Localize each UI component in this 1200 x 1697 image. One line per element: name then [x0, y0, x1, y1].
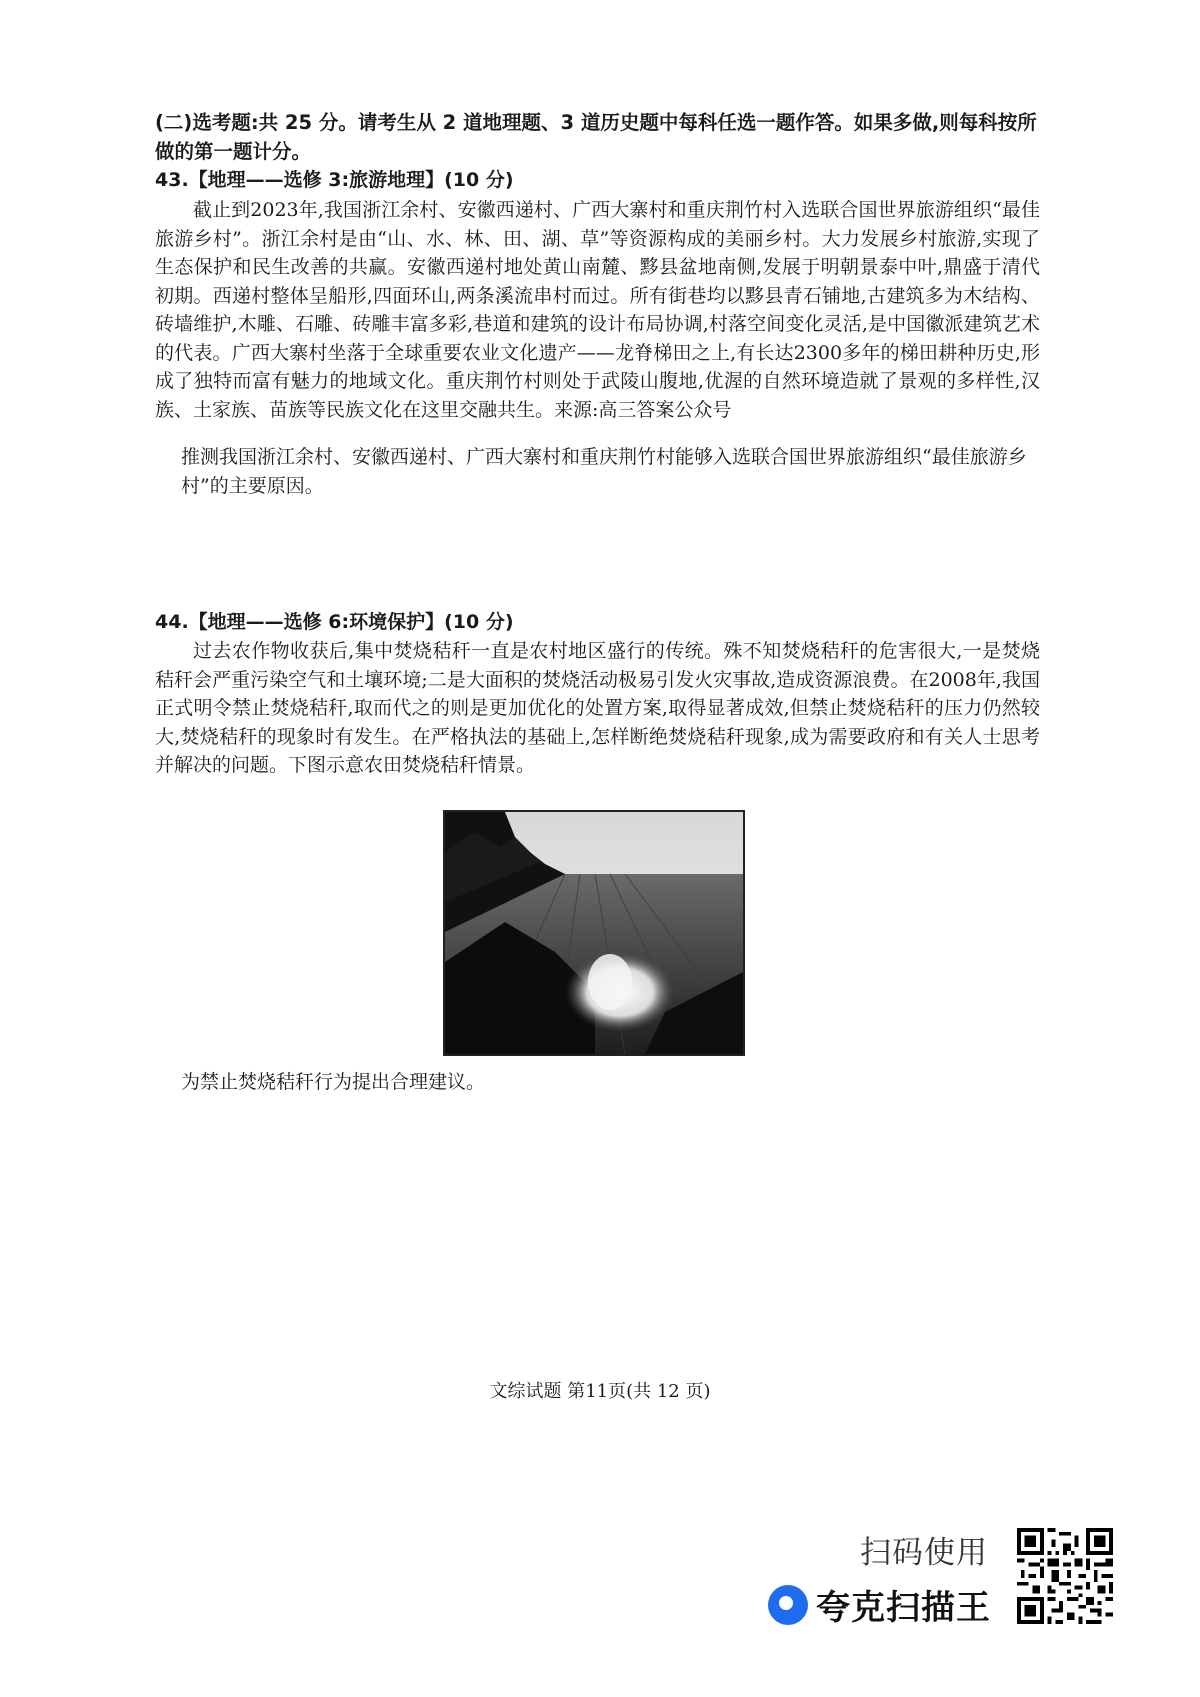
section-header: (二)选考题:共 25 分。请考生从 2 道地理题、3 道历史题中每科任选一题作答。如果多做,则每科按所做的第一题计分。 [155, 111, 1037, 163]
question-44-heading: 44.【地理——选修 6:环境保护】(10 分) [155, 611, 514, 633]
quark-logo-icon [768, 1585, 808, 1625]
scanner-brand-name: 夸克扫描王 [816, 1588, 991, 1628]
scanner-brand [768, 1580, 991, 1629]
qr-code-icon[interactable] [1017, 1528, 1113, 1624]
scan-to-use-label: 扫码使用 [860, 1535, 988, 1571]
question-43-heading: 43.【地理——选修 3:旅游地理】(10 分) [155, 169, 514, 191]
question-43-task: 推测我国浙江余村、安徽西递村、广西大寨村和重庆荆竹村能够入选联合国世界旅游组织“最佳旅游乡村”的主要原因。 [181, 446, 1027, 497]
question-44-task: 为禁止焚烧秸秆行为提出合理建议。 [181, 1071, 486, 1093]
question-44-passage: 过去农作物收获后,集中焚烧秸秆一直是农村地区盛行的传统。殊不知焚烧秸秆的危害很大,一是焚烧秸秆会严重污染空气和土壤环境;二是大面积的焚烧活动极易引发火灾事故,造成资源浪费。在2008年,我国正式明令禁止焚烧秸秆,取而代之的则是更加优化的处置方案,取得显著成效,但禁止焚烧秸秆的压力仍然较大,焚烧秸秆的现象时有发生。在严格执法的基础上,怎样断绝焚烧秸秆现象,成为需要政府和有关人士思考并解决的问题。下图示意农田焚烧秸秆情景。 [155, 640, 1040, 776]
question-43-passage: 截止到2023年,我国浙江余村、安徽西递村、广西大寨村和重庆荆竹村入选联合国世界旅游组织“最佳旅游乡村”。浙江余村是由“山、水、林、田、湖、草”等资源构成的美丽乡村。大力发展乡村旅游,实现了生态保护和民生改善的共赢。安徽西递村地处黄山南麓、黟县盆地南侧,发展于明朝景泰中叶,鼎盛于清代初期。西递村整体呈船形,四面环山,两条溪流串村而过。所有街巷均以黟县青石铺地,古建筑多为木结构、砖墙维护,木雕、石雕、砖雕丰富多彩,巷道和建筑的设计布局协调,村落空间变化灵活,是中国徽派建筑艺术的代表。广西大寨村坐落于全球重要农业文化遗产——龙脊梯田之上,有长达2300多年的梯田耕种历史,形成了独特而富有魅力的地域文化。重庆荆竹村则处于武陵山腹地,优渥的自然环境造就了景观的多样性,汉族、土家族、苗族等民族文化在这里交融共生。来源:高三答案公众号 [155, 199, 1040, 421]
straw-burning-photo [443, 810, 745, 1056]
page-footer: 文综试题 第11页(共 12 页) [489, 1381, 711, 1402]
